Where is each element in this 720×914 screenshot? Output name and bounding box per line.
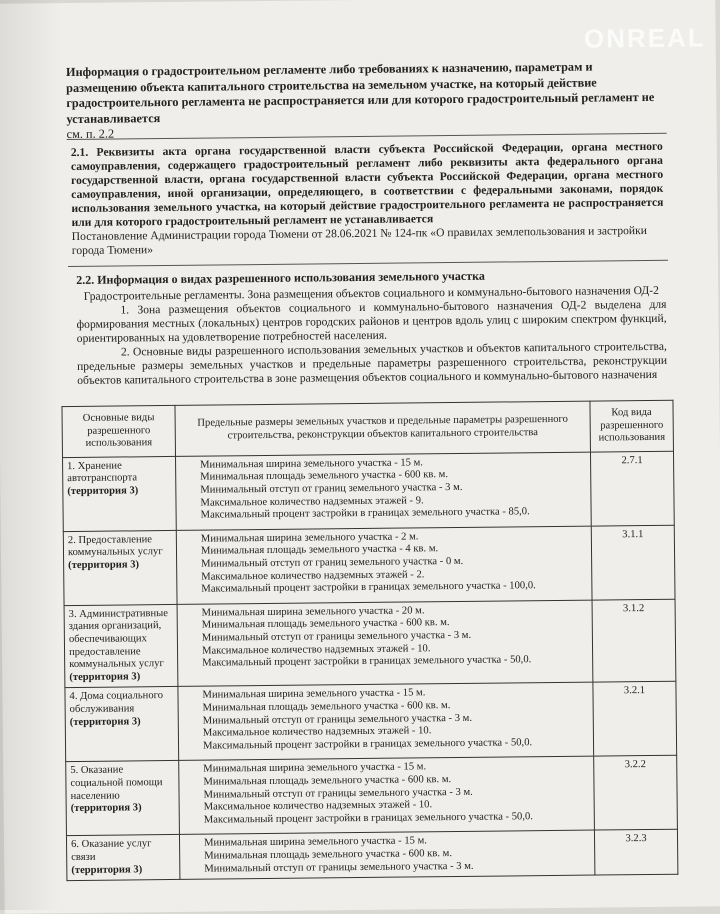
param-line: Минимальная ширина земельного участка - 2 м.: [200, 531, 419, 545]
use-type-name: 5. Оказание социальной помощи населению: [70, 764, 163, 802]
table-row: [63, 525, 675, 605]
param-line: Минимальная площадь земельного участка - 600 кв. м.: [202, 700, 451, 714]
param-line: Минимальная площадь земельного участка - 600 кв. м.: [201, 617, 450, 632]
table-header-row: [62, 400, 673, 457]
code-cell: 3.1.2: [592, 599, 676, 682]
territory-label: (территория 3): [69, 671, 141, 683]
section-2-2-title: 2.2. Информация о видах разрешенного использования земельного участка: [76, 268, 485, 287]
table-row: [66, 830, 677, 881]
param-line: Максимальное количество надземных этажей - 10.: [202, 725, 432, 739]
section-2-1: [71, 140, 664, 258]
table-row: [64, 599, 676, 688]
section-2-2-subtitle: Градостроительные регламенты. Зона размещения объектов социального и коммунально-бытового назначения ОД-2: [83, 283, 659, 303]
param-line: Максимальный процент застройки в границах земельного участка - 50,0.: [202, 654, 532, 669]
use-type-name: 6. Оказание услуг связи: [71, 838, 152, 863]
header-ref: см. п. 2.2: [66, 126, 115, 142]
use-type-name: 1. Хранение автотранспорта: [67, 460, 138, 485]
param-line: Минимальная площадь земельного участка - 600 кв. м.: [204, 847, 453, 862]
use-type-name: 2. Предоставление коммунальных услуг: [67, 533, 163, 559]
param-line: Максимальный процент застройки в границах земельного участка - 50,0.: [202, 736, 533, 752]
territory-label: (территория 3): [67, 485, 139, 498]
divider: [68, 260, 668, 267]
param-line: Минимальная ширина земельного участка - 20 м.: [201, 605, 425, 619]
section-2-1-body: Постановление Администрации города Тюмени от 28.06.2021 № 124-пк «О правилах землепользования и застройки города Тюмени»: [71, 223, 647, 258]
param-line: Минимальная ширина земельного участка - 15 м.: [202, 687, 426, 702]
territory-label: (территория 3): [70, 802, 142, 815]
use-type-cell: [64, 604, 178, 688]
use-type-cell: [63, 456, 177, 531]
params-cell: [176, 452, 592, 530]
param-line: Минимальная площадь земельного участка - 600 кв. м.: [200, 469, 449, 484]
params-cell: [177, 600, 593, 687]
param-line: Максимальное количество надземных этажей - 10.: [201, 642, 431, 657]
param-line: Минимальный отступ от границы земельного участка - 3 м.: [203, 786, 473, 801]
section-2-2: [76, 267, 667, 388]
territory-label: (территория 3): [71, 863, 143, 876]
param-line: Максимальный процент застройки в границах земельного участка - 100,0.: [201, 580, 536, 595]
param-line: Минимальная ширина земельного участка - 15 м.: [203, 761, 427, 776]
use-type-cell: [63, 530, 177, 605]
use-type-cell: [66, 835, 179, 881]
section-2-1-title: 2.1. Реквизиты акта органа государственной власти субъекта Российской Федерации, органа местного самоуправления, содержащего градостроительный регламент либо реквизиты акта федерального органа государственной власти, органа государственной власти субъекта Российской Федерации, органа местного самоуправления, иной организации, определяющего, в соответствии с федеральными законами, порядок использования земельного участка, на который действие градостроительного регламента не распространяется или для которого градостроительный регламент не устанавливается: [70, 139, 664, 230]
param-line: Максимальный процент застройки в границах земельного участка - 85,0.: [200, 506, 530, 521]
param-line: Минимальная площадь земельного участка - 4 кв. м.: [200, 543, 439, 558]
paragraph-2: 2. Основные виды разрешенного использования земельных участков и объектов капитального строительства, предельные размеры земельных участков и предельные параметры разрешенного строительства, реконструкции объектов капитального строительства в зоне размещения объектов социального и коммунально-бытового назначения: [76, 339, 668, 387]
page-shadow: [0, 0, 60, 910]
watermark: ONREAL: [583, 22, 706, 54]
param-line: Максимальный процент застройки в границах земельного участка - 50,0.: [203, 810, 533, 826]
params-cell: [178, 682, 594, 760]
params-cell: [179, 756, 595, 834]
territory-label: (территория 3): [68, 559, 140, 572]
table-row: [65, 682, 677, 762]
param-line: Минимальная ширина земельного участка - 15 м.: [204, 835, 427, 849]
use-type-cell: [66, 761, 180, 836]
param-line: Минимальный отступ от границ земельного участка - 3 м.: [200, 481, 463, 496]
code-cell: 3.2.3: [594, 830, 677, 876]
column-header: Код вида разрешенного использования: [590, 400, 674, 452]
param-line: Максимальное количество надземных этажей - 9.: [200, 494, 424, 509]
code-cell: 3.2.2: [594, 756, 678, 831]
use-type-name: 3. Административные здания организаций, обеспечивающих предоставление коммунальных услуг: [68, 607, 169, 671]
code-cell: 3.2.1: [593, 682, 677, 757]
paragraph-1: 1. Зона размещения объектов социального и коммунально-бытового назначения ОД-2 выделена для формирования местных (локальных) центров городских районов и центров вдоль улиц с широким спектром функций, ориентированных на удовлетворение потребностей населения.: [76, 297, 667, 345]
column-header: Основные виды разрешенного использования: [62, 405, 176, 457]
header-title: Информация о градостроительном регламенте либо требованиях к назначению, параметрам и размещению объекта капитального строительства на земельном участке, на который действие градостроительного регламента не распространяется или для которого градостроительный регламент не устанавливается: [65, 59, 655, 126]
permitted-use-table: [61, 400, 678, 882]
table-row: [63, 451, 675, 531]
param-line: Минимальный отступ от границ земельного участка - 0 м.: [201, 555, 464, 570]
use-type-cell: [65, 687, 179, 762]
param-line: Максимальное количество надземных этажей - 2.: [201, 568, 425, 583]
header: [66, 59, 667, 143]
param-line: Минимальный отступ от границы земельного участка - 3 м.: [202, 712, 473, 727]
params-cell: [179, 830, 594, 879]
table-row: [66, 756, 678, 836]
param-line: Минимальный отступ от границы земельного участка - 3 м.: [201, 629, 472, 644]
column-header: Предельные размеры земельных участков и предельные параметры разрешенного строительства, реконструкции объектов капитального строительства: [175, 401, 591, 456]
code-cell: 2.7.1: [590, 451, 674, 526]
code-cell: 3.1.1: [591, 525, 675, 600]
territory-label: (территория 3): [69, 715, 141, 728]
param-line: Максимальное количество надземных этажей - 10.: [203, 799, 433, 813]
param-line: Минимальная ширина земельного участка - 15 м.: [200, 457, 424, 471]
param-line: Минимальная площадь земельного участка - 600 кв. м.: [203, 774, 452, 788]
params-cell: [176, 526, 592, 604]
use-type-name: 4. Дома социального обслуживания: [69, 690, 164, 715]
param-line: Минимальный отступ от границы земельного участка - 3 м.: [204, 860, 474, 875]
